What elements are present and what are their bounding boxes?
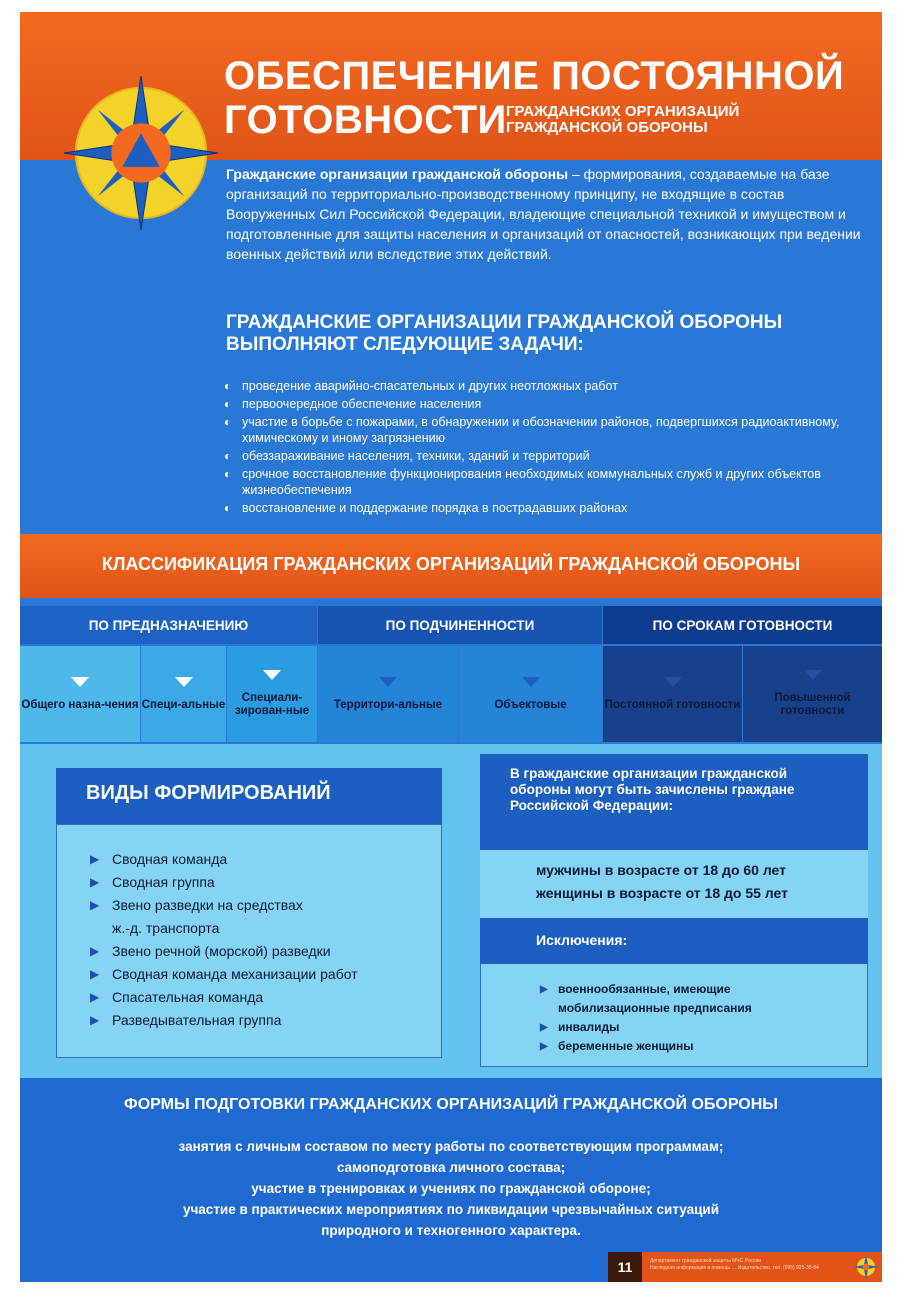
- list-item: [90, 871, 358, 894]
- arrow-right-icon: ▶: [90, 898, 100, 912]
- list-item: [90, 940, 358, 963]
- citizens-ages: [536, 859, 788, 905]
- arrow-right-icon: ▶: [540, 1041, 548, 1052]
- small-emblem-icon: [854, 1255, 878, 1279]
- title-line-2: ГОТОВНОСТИ: [224, 98, 507, 142]
- task-text: обеззараживание населения, техники, зданий и территорий: [242, 449, 590, 463]
- exceptions-title: Исключения:: [536, 932, 628, 948]
- triangle-down-icon: [522, 677, 540, 687]
- class-label: Общего назна-чения: [21, 698, 139, 711]
- bullet-icon: ◐: [224, 415, 232, 429]
- page-number: 11: [608, 1252, 642, 1282]
- intro-paragraph: [226, 164, 866, 264]
- arrow-right-icon: ▶: [540, 984, 548, 995]
- kinds-list: [90, 848, 358, 1032]
- title-line-1: ОБЕСПЕЧЕНИЕ ПОСТОЯННОЙ: [224, 54, 845, 98]
- arrow-right-icon: ▶: [90, 967, 100, 981]
- triangle-down-icon: [379, 677, 397, 687]
- training-line: занятия с личным составом по месту работы по соответствующим программам;: [178, 1139, 724, 1154]
- tasks-list: [222, 378, 862, 518]
- list-item: [540, 1037, 752, 1056]
- triangle-down-icon: [175, 677, 193, 687]
- training-line: природного и техногенного характера.: [321, 1223, 581, 1238]
- triangle-down-icon: [263, 670, 281, 680]
- kind-text: ж.-д. транспорта: [112, 920, 220, 936]
- group-subordination: ПО ПОДЧИНЕННОСТИ: [318, 606, 602, 644]
- task-text: участие в борьбе с пожарами, в обнаружении и обозначении районов, подвергшихся радиоактивному, химическому и иному загрязнению: [242, 415, 840, 445]
- kind-text: Сводная группа: [112, 874, 215, 890]
- training-line: участие в практических мероприятиях по ликвидации чрезвычайных ситуаций: [182, 1202, 720, 1217]
- list-item: [222, 500, 862, 516]
- list-item: [222, 396, 862, 412]
- tasks-heading-line-2: ВЫПОЛНЯЮТ СЛЕДУЮЩИЕ ЗАДАЧИ:: [226, 334, 584, 355]
- triangle-down-icon: [804, 670, 822, 680]
- class-label: Объектовые: [494, 698, 567, 711]
- class-general-purpose: [20, 646, 140, 742]
- subtitle-line-1: ГРАЖДАНСКИХ ОРГАНИЗАЦИЙ: [506, 103, 740, 120]
- list-item: [90, 963, 358, 986]
- kind-text: Спасательная команда: [112, 989, 264, 1005]
- list-item: [90, 848, 358, 871]
- arrow-right-icon: ▶: [90, 852, 100, 866]
- subtitle: [506, 104, 739, 136]
- class-label: Специали-зирован-ные: [234, 692, 310, 717]
- bullet-icon: ◐: [224, 467, 232, 481]
- kind-text: Сводная команда: [112, 851, 228, 867]
- class-special: [141, 646, 226, 742]
- class-increased-readiness: [743, 646, 882, 742]
- bullet-icon: ◐: [224, 449, 232, 463]
- footer-note-line-1: Департамент гражданской защиты МЧС России: [650, 1258, 762, 1264]
- exceptions-list: [540, 980, 752, 1056]
- task-text: проведение аварийно-спасательных и других неотложных работ: [242, 379, 618, 393]
- women-age: женщины в возрасте от 18 до 55 лет: [536, 885, 788, 901]
- civil-defense-emblem-icon: [62, 74, 220, 232]
- kind-text: Звено речной (морской) разведки: [112, 943, 331, 959]
- class-label: Территори-альные: [333, 698, 443, 711]
- triangle-down-icon: [71, 677, 89, 687]
- footer-note: [650, 1258, 850, 1272]
- exception-text: беременные женщины: [558, 1039, 694, 1053]
- intro-text: – формирования, создаваемые на базе организаций по территориально-производственному принципу, не входящие в состав Вооруженных Сил Российской Федерации, владеющие специальной техникой и имуществом и подготовленные для защиты населения и организаций от опасностей, возникающих при ведении военных действий или вследствие этих действий.: [226, 166, 861, 262]
- training-title: ФОРМЫ ПОДГОТОВКИ ГРАЖДАНСКИХ ОРГАНИЗАЦИЙ ГРАЖДАНСКОЙ ОБОРОНЫ: [124, 1096, 778, 1113]
- arrow-right-icon: ▶: [90, 990, 100, 1004]
- citizens-intro: В гражданские организации гражданской обороны могут быть зачислены граждане Российской Федерации:: [510, 766, 795, 813]
- list-item-continuation: [90, 917, 358, 940]
- intro-bold: Гражданские организации гражданской обороны: [226, 166, 569, 182]
- tasks-heading: [226, 312, 866, 356]
- men-age: мужчины в возрасте от 18 до 60 лет: [536, 862, 787, 878]
- list-item: [540, 980, 752, 999]
- training-line: участие в тренировках и учениях по гражданской обороне;: [251, 1181, 651, 1196]
- training-lines: [20, 1136, 882, 1241]
- list-item: [222, 448, 862, 464]
- kinds-title: ВИДЫ ФОРМИРОВАНИЙ: [86, 782, 331, 804]
- list-item: [222, 466, 862, 498]
- task-text: срочное восстановление функционирования необходимых коммунальных служб и других объектов жизнеобеспечения: [242, 467, 821, 497]
- triangle-down-icon: [664, 677, 682, 687]
- list-item: [90, 1009, 358, 1032]
- class-label: Постоянной готовности: [604, 698, 741, 711]
- arrow-right-icon: ▶: [540, 1022, 548, 1033]
- list-item: [222, 414, 862, 446]
- class-territorial: [318, 646, 458, 742]
- exception-text: мобилизационные предписания: [558, 1001, 752, 1015]
- list-item-continuation: [540, 999, 752, 1018]
- exception-text: инвалиды: [558, 1020, 620, 1034]
- bullet-icon: ◐: [224, 379, 232, 393]
- list-item: [222, 378, 862, 394]
- bullet-icon: ◐: [224, 397, 232, 411]
- kind-text: Сводная команда механизации работ: [112, 966, 358, 982]
- arrow-right-icon: ▶: [90, 944, 100, 958]
- subtitle-line-2: ГРАЖДАНСКОЙ ОБОРОНЫ: [506, 119, 708, 136]
- training-line: самоподготовка личного состава;: [336, 1160, 566, 1175]
- class-specialized: [227, 646, 317, 742]
- exception-text: военнообязанные, имеющие: [558, 982, 731, 996]
- classification-title: КЛАССИФИКАЦИЯ ГРАЖДАНСКИХ ОРГАНИЗАЦИЙ ГРАЖДАНСКОЙ ОБОРОНЫ: [101, 554, 801, 574]
- arrow-right-icon: ▶: [90, 875, 100, 889]
- group-readiness: ПО СРОКАМ ГОТОВНОСТИ: [603, 606, 882, 644]
- poster: [20, 12, 882, 1282]
- task-text: восстановление и поддержание порядка в пострадавших районах: [242, 501, 628, 515]
- class-constant-readiness: [603, 646, 742, 742]
- list-item: [90, 894, 358, 917]
- kind-text: Звено разведки на средствах: [112, 897, 303, 913]
- task-text: первоочередное обеспечение населения: [242, 397, 482, 411]
- tasks-heading-line-1: ГРАЖДАНСКИЕ ОРГАНИЗАЦИИ ГРАЖДАНСКОЙ ОБОРОНЫ: [226, 312, 783, 333]
- class-object: [459, 646, 602, 742]
- bullet-icon: ◐: [224, 501, 232, 515]
- kind-text: Разведывательная группа: [112, 1012, 282, 1028]
- class-label: Повышенной готовности: [774, 692, 851, 717]
- arrow-right-icon: ▶: [90, 1013, 100, 1027]
- list-item: [540, 1018, 752, 1037]
- footer-note-line-2: Наглядная информация в помощь … Издательство, тел. (095) 925-38-84: [650, 1265, 819, 1271]
- class-label: Специ-альные: [141, 698, 226, 711]
- list-item: [90, 986, 358, 1009]
- group-purpose: ПО ПРЕДНАЗНАЧЕНИЮ: [20, 606, 317, 644]
